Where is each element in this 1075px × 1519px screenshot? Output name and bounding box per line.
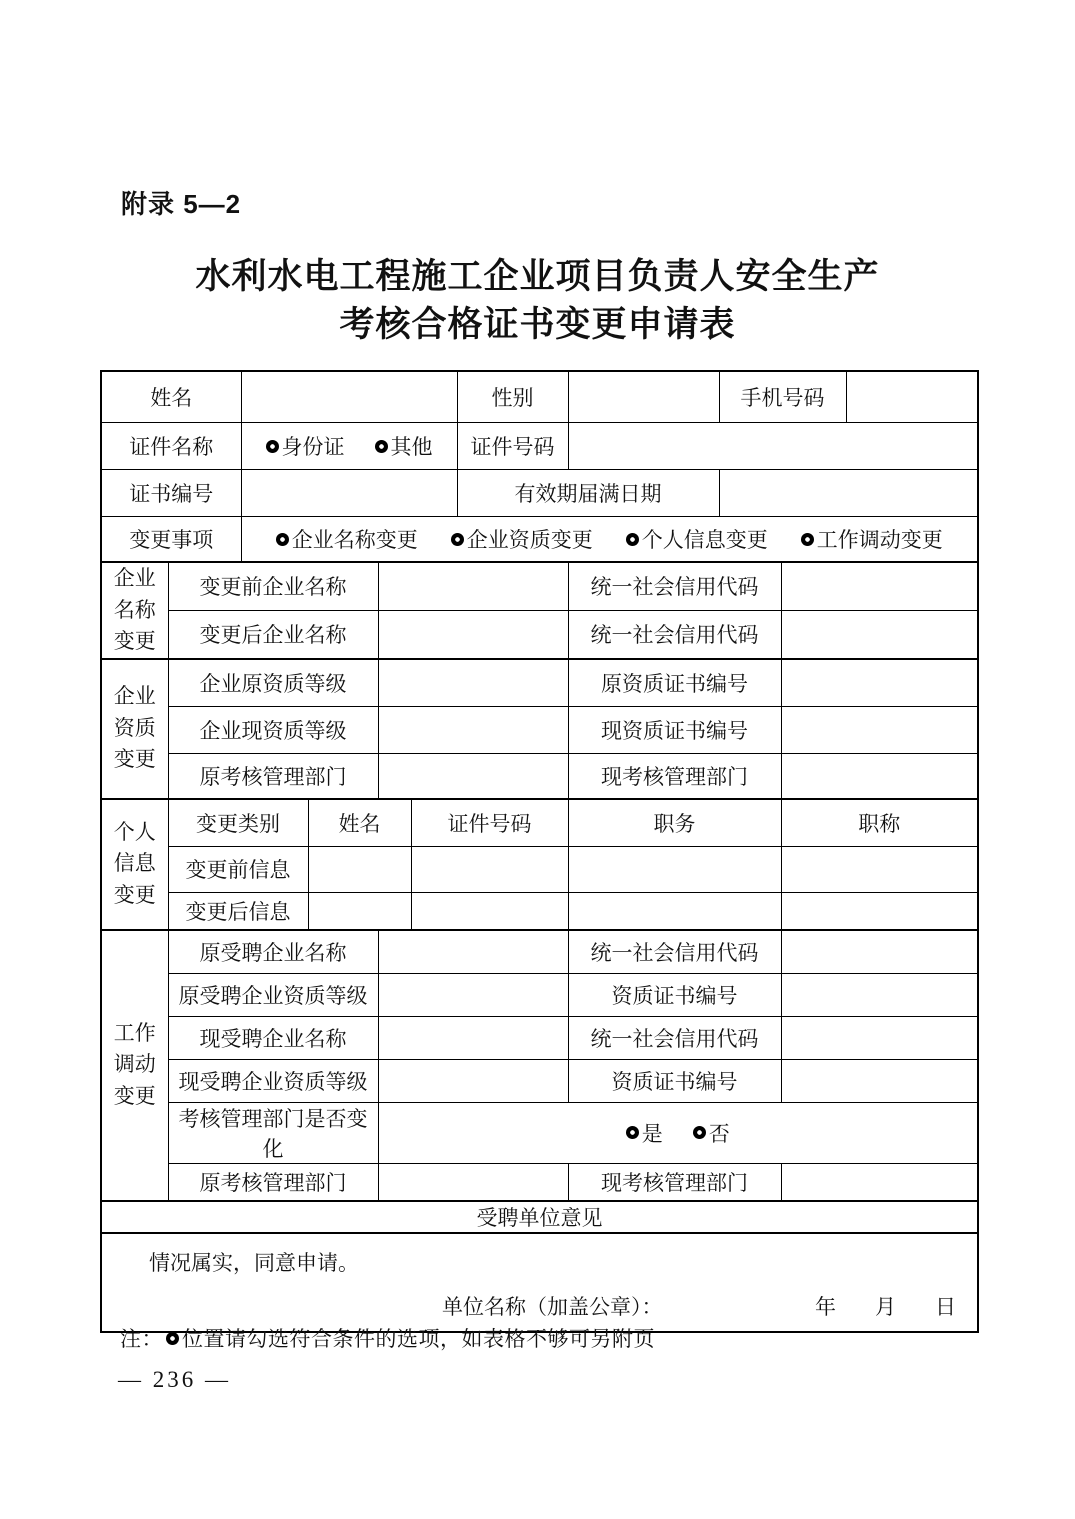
radio-option-label: 是 — [641, 1121, 663, 1146]
current-employer-qual-input-cell[interactable] — [378, 1059, 568, 1102]
cert-code-input-cell[interactable] — [241, 470, 457, 517]
company-qual-row-current — [101, 706, 978, 753]
original-qual-grade-label: 企业原资质等级 — [168, 659, 378, 707]
company-name-row-after — [101, 610, 978, 658]
original-assess-dept-label: 原考核管理部门 — [168, 753, 378, 799]
company-qual-section-label: 企业资质变更 — [101, 659, 168, 799]
job-row-former-qual — [101, 973, 978, 1016]
row-change-items — [101, 517, 978, 563]
expiry-input-cell[interactable] — [719, 470, 978, 517]
original-qual-cert-no-input-cell[interactable] — [781, 659, 978, 707]
after-cert-no-input-cell[interactable] — [411, 892, 568, 930]
dept-change-options-cell — [378, 1102, 978, 1163]
qual-cert-no-input-cell[interactable] — [781, 1059, 978, 1102]
change-options-cell — [241, 517, 978, 563]
radio-option-label: 个人信息变更 — [641, 528, 768, 552]
before-cert-no-input-cell[interactable] — [411, 846, 568, 892]
before-info-label: 变更前信息 — [168, 846, 308, 892]
current-assess-dept-input-cell[interactable] — [781, 1163, 978, 1201]
company-qual-row-dept — [101, 753, 978, 799]
radio-option-label: 企业名称变更 — [291, 528, 418, 552]
radio-option-idcard[interactable] — [266, 431, 345, 461]
radio-option-company-qual-change[interactable] — [451, 524, 593, 554]
page-title-line1: 水利水电工程施工企业项目负责人安全生产 — [195, 257, 880, 296]
title-header: 职称 — [781, 799, 978, 847]
company-name-section-label: 企业名称变更 — [101, 562, 168, 659]
current-qual-grade-input-cell[interactable] — [378, 706, 568, 753]
personal-info-after-row — [101, 892, 978, 930]
before-title-input-cell[interactable] — [781, 846, 978, 892]
radio-option-label: 身份证 — [281, 435, 345, 459]
credit-code-label: 统一社会信用代码 — [568, 930, 781, 974]
radio-option-other[interactable] — [375, 431, 433, 461]
current-qual-grade-label: 企业现资质等级 — [168, 706, 378, 753]
original-qual-grade-input-cell[interactable] — [378, 659, 568, 707]
position-header: 职务 — [568, 799, 781, 847]
credit-code-input-cell[interactable] — [781, 1016, 978, 1059]
company-qual-row-original — [101, 659, 978, 707]
job-row-dept — [101, 1163, 978, 1201]
footnote — [120, 1323, 655, 1353]
date-day-label: 日 — [935, 1294, 956, 1319]
job-row-current-qual — [101, 1059, 978, 1102]
radio-icon — [276, 533, 289, 546]
name-header: 姓名 — [308, 799, 411, 847]
current-assess-dept-label: 现考核管理部门 — [568, 753, 781, 799]
after-title-input-cell[interactable] — [781, 892, 978, 930]
application-form-table — [100, 370, 979, 1333]
radio-option-job-transfer-change[interactable] — [801, 524, 943, 554]
current-qual-cert-no-input-cell[interactable] — [781, 706, 978, 753]
expiry-label: 有效期届满日期 — [457, 470, 719, 517]
dept-change-label: 考核管理部门是否变化 — [168, 1102, 378, 1163]
name-input-cell[interactable] — [241, 371, 457, 423]
current-qual-cert-no-label: 现资质证书编号 — [568, 706, 781, 753]
current-employer-name-input-cell[interactable] — [378, 1016, 568, 1059]
page-number: — 236 — — [118, 1367, 231, 1392]
before-name-input-cell[interactable] — [308, 846, 411, 892]
after-company-name-label: 变更后企业名称 — [168, 610, 378, 658]
opinion-statement: 情况属实，同意申请。 — [149, 1250, 359, 1275]
footnote-prefix: 注： — [120, 1327, 163, 1351]
opinion-body-cell[interactable] — [101, 1233, 978, 1332]
cert-no-label: 证件号码 — [457, 423, 568, 470]
radio-option-label: 企业资质变更 — [466, 528, 593, 552]
current-assess-dept-input-cell[interactable] — [781, 753, 978, 799]
signature-label: 单位名称（加盖公章）： — [442, 1294, 663, 1319]
phone-input-cell[interactable] — [846, 371, 978, 423]
personal-info-before-row — [101, 846, 978, 892]
radio-option-label: 否 — [708, 1121, 730, 1146]
job-row-current-company — [101, 1016, 978, 1059]
current-assess-dept-label: 现考核管理部门 — [568, 1163, 781, 1201]
radio-icon — [626, 533, 639, 546]
radio-option-label: 其他 — [390, 435, 433, 459]
after-name-input-cell[interactable] — [308, 892, 411, 930]
radio-icon — [266, 440, 279, 453]
cert-name-label: 证件名称 — [101, 423, 241, 470]
change-item-label: 变更事项 — [101, 517, 241, 563]
cert-no-input-cell[interactable] — [568, 423, 978, 470]
original-qual-cert-no-label: 原资质证书编号 — [568, 659, 781, 707]
radio-icon — [693, 1126, 706, 1139]
row-certificate-type — [101, 423, 978, 470]
opinion-header-row — [101, 1201, 978, 1233]
radio-option-no[interactable] — [693, 1118, 730, 1148]
job-row-former-company — [101, 930, 978, 974]
radio-icon — [375, 440, 388, 453]
cert-code-label: 证书编号 — [101, 470, 241, 517]
credit-code-input-cell[interactable] — [781, 562, 978, 610]
name-label: 姓名 — [101, 371, 241, 423]
radio-option-yes[interactable] — [626, 1118, 663, 1148]
original-assess-dept-input-cell[interactable] — [378, 1163, 568, 1201]
former-employer-name-input-cell[interactable] — [378, 930, 568, 974]
page-title-line2: 考核合格证书变更申请表 — [339, 304, 736, 344]
current-employer-name-label: 现受聘企业名称 — [168, 1016, 378, 1059]
before-position-input-cell[interactable] — [568, 846, 781, 892]
credit-code-label: 统一社会信用代码 — [568, 562, 781, 610]
original-assess-dept-input-cell[interactable] — [378, 753, 568, 799]
row-basic-identity — [101, 371, 978, 423]
date-month-label: 月 — [875, 1294, 896, 1319]
radio-icon — [801, 533, 814, 546]
qual-cert-no-input-cell[interactable] — [781, 973, 978, 1016]
footnote-text: 位置请勾选符合条件的选项，如表格不够可另附页 — [182, 1327, 655, 1351]
after-company-name-input-cell[interactable] — [378, 610, 568, 658]
former-employer-qual-input-cell[interactable] — [378, 973, 568, 1016]
personal-info-header-row — [101, 799, 978, 847]
page-title — [0, 253, 1075, 349]
radio-icon — [451, 533, 464, 546]
gender-label: 性别 — [457, 371, 568, 423]
before-company-name-input-cell[interactable] — [378, 562, 568, 610]
gender-input-cell[interactable] — [568, 371, 719, 423]
former-employer-name-label: 原受聘企业名称 — [168, 930, 378, 974]
after-position-input-cell[interactable] — [568, 892, 781, 930]
radio-icon — [626, 1126, 639, 1139]
radio-option-label: 工作调动变更 — [816, 528, 943, 552]
opinion-header: 受聘单位意见 — [101, 1201, 978, 1233]
credit-code-label: 统一社会信用代码 — [568, 1016, 781, 1059]
row-certificate-code — [101, 470, 978, 517]
appendix-label: 附录 5—2 — [121, 189, 242, 219]
radio-option-personal-info-change[interactable] — [626, 524, 768, 554]
change-category-header: 变更类别 — [168, 799, 308, 847]
cert-options-cell — [241, 423, 457, 470]
job-row-dept-changed — [101, 1102, 978, 1163]
before-company-name-label: 变更前企业名称 — [168, 562, 378, 610]
radio-option-company-name-change[interactable] — [276, 524, 418, 554]
cert-no-header: 证件号码 — [411, 799, 568, 847]
company-name-row-before — [101, 562, 978, 610]
radio-icon — [166, 1332, 179, 1345]
after-info-label: 变更后信息 — [168, 892, 308, 930]
opinion-body-row — [101, 1233, 978, 1332]
phone-label: 手机号码 — [719, 371, 846, 423]
date-year-label: 年 — [815, 1294, 836, 1319]
former-employer-qual-label: 原受聘企业资质等级 — [168, 973, 378, 1016]
personal-section-label: 个人信息变更 — [101, 799, 168, 930]
credit-code-input-cell[interactable] — [781, 610, 978, 658]
credit-code-label: 统一社会信用代码 — [568, 610, 781, 658]
current-employer-qual-label: 现受聘企业资质等级 — [168, 1059, 378, 1102]
credit-code-input-cell[interactable] — [781, 930, 978, 974]
qual-cert-no-label: 资质证书编号 — [568, 1059, 781, 1102]
qual-cert-no-label: 资质证书编号 — [568, 973, 781, 1016]
original-assess-dept-label: 原考核管理部门 — [168, 1163, 378, 1201]
job-section-label: 工作调动变更 — [101, 930, 168, 1201]
